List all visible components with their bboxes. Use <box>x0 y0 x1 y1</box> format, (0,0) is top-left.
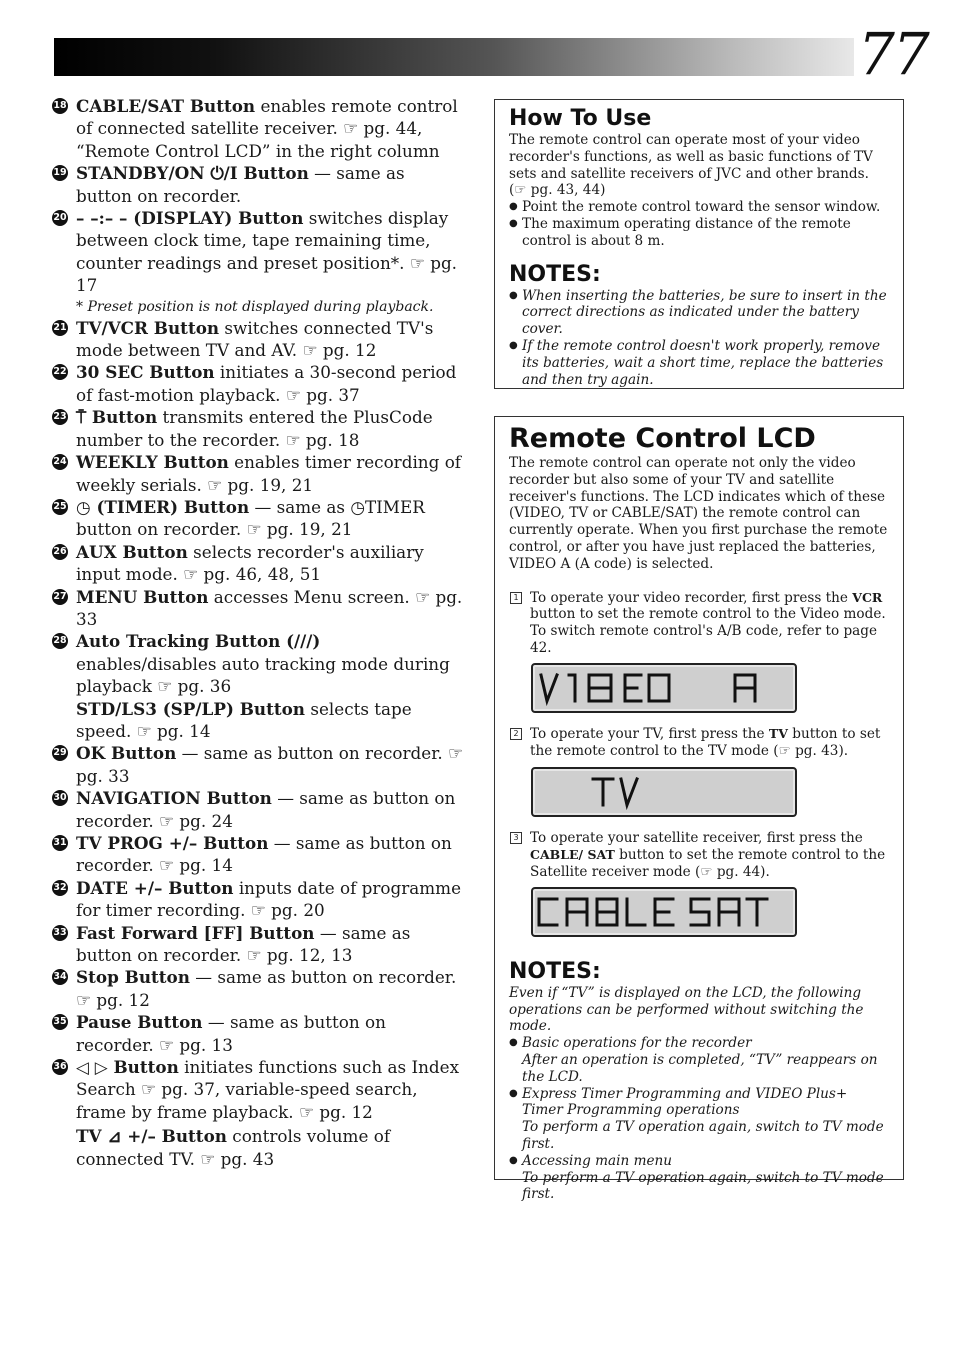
note-detail: To perform a TV operation again, switch to TV mode first. <box>522 1119 884 1152</box>
lcd-display-tv <box>531 767 797 817</box>
list-item: 31 TV PROG +/– Button — same as button on recorder. ☞ pg. 14 <box>53 833 452 876</box>
list-item: 28 Auto Tracking Button (///) enables/disables auto tracking mode during playback ☞ pg. 36 <box>53 631 450 697</box>
list-item: 30 NAVIGATION Button — same as button on recorder. ☞ pg. 24 <box>53 788 456 831</box>
list-item: 35 Pause Button — same as button on recorder. ☞ pg. 13 <box>53 1012 386 1055</box>
remote-lcd-box <box>494 416 904 1203</box>
note-item: ● Accessing main menu <box>509 1153 889 1170</box>
list-item: 26 AUX Button selects recorder's auxiliary input mode. ☞ pg. 46, 48, 51 <box>53 541 424 585</box>
note-item: ● If the remote control doesn't work properly, remove its batteries, wait a short time, replace the batteries and then try again. <box>509 338 889 388</box>
list-item: 18 CABLE/SAT Button enables remote control of connected satellite receiver. ☞ pg. 44, “Remote Control LCD” in the right column <box>53 96 458 161</box>
lcd-video-segments <box>533 665 795 711</box>
notes-title: NOTES: <box>509 958 601 984</box>
notes-title: NOTES: <box>509 261 601 287</box>
paragraph: (☞ pg. 43, 44) <box>509 182 606 199</box>
lcd-cable-sat-segments <box>533 889 795 935</box>
section-title: How To Use <box>509 106 652 131</box>
lcd-tv-segments <box>533 769 795 815</box>
note-item: ● Express Timer Programming and VIDEO Plus+ Timer Programming operations <box>509 1086 889 1120</box>
list-item: 24 WEEKLY Button enables timer recording of weekly serials. ☞ pg. 19, 21 <box>53 452 462 495</box>
how-to-use-box <box>494 99 904 389</box>
header-bar <box>54 38 854 76</box>
list-item-continuation: STD/LS3 (SP/LP) Button selects tape speed. ☞ pg. 14 <box>76 698 412 741</box>
note-detail: After an operation is completed, “TV” reappears on the LCD. <box>522 1051 878 1085</box>
list-item: ● Point the remote control toward the sensor window. <box>509 199 889 216</box>
list-item: 32 DATE +/– Button inputs date of programme for timer recording. ☞ pg. 20 <box>53 877 462 921</box>
note-detail: To perform a TV operation again, switch to TV mode first. <box>522 1169 884 1203</box>
note-item: ● When inserting the batteries, be sure to insert in the correct directions as indicated under the battery cover. <box>509 288 889 338</box>
list-item-continuation: TV ⊿ +/– Button controls volume of connected TV. ☞ pg. 43 <box>76 1126 391 1169</box>
list-item: ● The maximum operating distance of the remote control is about 8 m. <box>509 216 889 250</box>
footnote: * Preset position is not displayed during playback. <box>76 298 434 315</box>
list-item: 20 – –:– – (DISPLAY) Button switches display between clock time, tape remaining time, counter readings and preset position*. ☞ pg. 17 <box>53 208 458 296</box>
list-item: 23 ⍑ Button transmits entered the PlusCode number to the recorder. ☞ pg. 18 <box>53 407 433 450</box>
list-item: 27 MENU Button accesses Menu screen. ☞ pg. 33 <box>53 586 463 629</box>
step-item: 2 To operate your TV, first press the TV button to set the remote control to the TV mode (☞ pg. 43). <box>509 726 889 760</box>
lcd-display-video <box>531 663 797 713</box>
page-number: 77 <box>858 20 928 88</box>
note-item: ● Basic operations for the recorder <box>509 1035 889 1052</box>
step-item: 1 To operate your video recorder, first press the VCR button to set the remote control to the Video mode. To switch remote control's A/B code, refer to page 42. <box>509 590 889 657</box>
step-item: 3 To operate your satellite receiver, first press the CABLE/ SAT button to set the remote control to the Satellite receiver mode (☞ pg. 44). <box>509 830 889 880</box>
paragraph: The remote control can operate most of your video recorder's functions, as well as basic functions of TV sets and satellite receivers of JVC and other brands. <box>509 132 873 182</box>
list-item: 36 ◁ ▷ Button initiates functions such as Index Search ☞ pg. 37, variable-speed search, frame by frame playback. ☞ pg. 12 <box>53 1057 460 1122</box>
list-item: 29 OK Button — same as button on recorder. ☞ pg. 33 <box>53 743 464 786</box>
list-item: 25 ◷ (TIMER) Button — same as ◷TIMER button on recorder. ☞ pg. 19, 21 <box>53 496 425 540</box>
lcd-display-cable-sat <box>531 887 797 937</box>
paragraph: Even if “TV” is displayed on the LCD, the following operations can be performed without switching the mode. <box>509 984 864 1035</box>
list-item: 33 Fast Forward [FF] Button — same as button on recorder. ☞ pg. 12, 13 <box>53 922 411 966</box>
list-item: 21 TV/VCR Button switches connected TV's mode between TV and AV. ☞ pg. 12 <box>53 317 434 361</box>
list-item: 34 Stop Button — same as button on recorder. ☞ pg. 12 <box>53 967 457 1010</box>
section-title: Remote Control LCD <box>509 423 816 454</box>
paragraph: The remote control can operate not only the video recorder but also some of your TV and satellite receiver's functions. The LCD indicates which of these (VIDEO, TV or CABLE/SAT) the remote control can currently operate. When you first purchase the remote control, or after you have just replaced the batteries, VIDEO A (A code) is selected. <box>509 455 888 572</box>
list-item: 19 STANDBY/ON ⏻/I Button — same as button on recorder. <box>53 163 405 206</box>
list-item: 22 30 SEC Button initiates a 30-second period of fast-motion playback. ☞ pg. 37 <box>53 362 457 405</box>
button-descriptions <box>52 95 464 1170</box>
